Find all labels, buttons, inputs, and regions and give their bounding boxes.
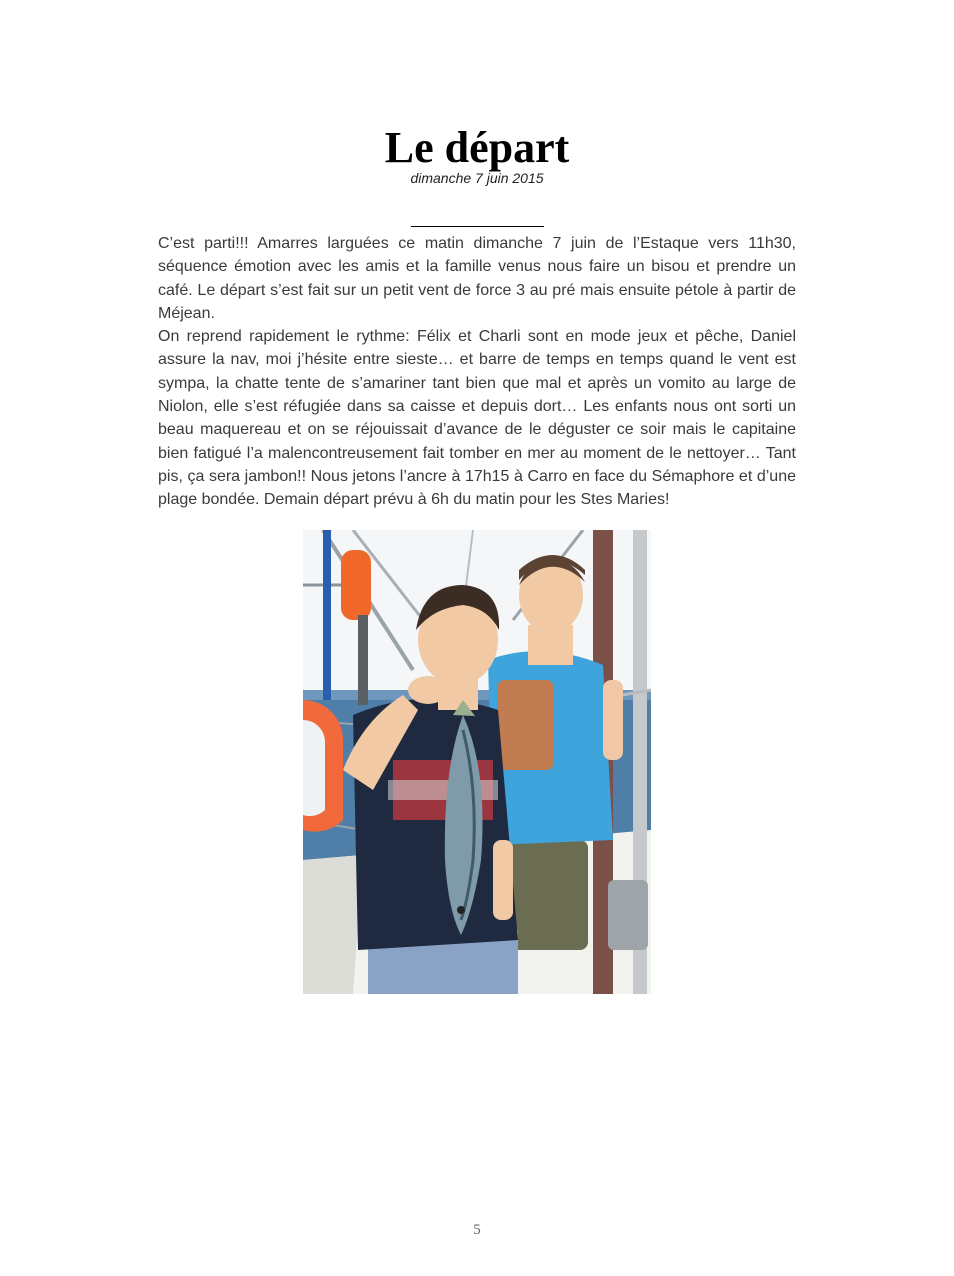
page-number: 5 [473,1222,481,1238]
page-title: Le départ [384,123,570,172]
paragraph: C’est parti!!! Amarres larguées ce matin dimanche 7 juin de l’Estaque vers 11h30, séquence émotion avec les amis et la famille venus nous faire un bisou et prendre un café. Le départ s’est fait sur un petit vent de force 3 au pré mais ensuite pétole à partir de Méjean. [158,235,796,322]
body-text [158,232,796,512]
paragraph: On reprend rapidement le rythme: Félix et Charli sont en mode jeux et pêche, Daniel assure la nav, moi j’hésite entre sieste… et barre de temps en temps quand le vent est sympa, la chatte tente de s’amariner tant bien que mal et après un vomito au large de Niolon, elle s’est réfugiée dans sa caisse et depuis dort… Les enfants nous ont sorti un beau maquereau et on se réjouissait d’avance de le déguster ce soir mais le capitaine bien fatigué l’a malencontreusement fait tomber en mer au moment de le nettoyer… Tant pis, ça sera jambon!! Nous jetons l’ancre à 17h15 à Carro en face du Sémaphore et d’une plage bondée. Demain départ prévu à 6h du matin pour les Stes Maries! [158,328,796,509]
photo-boys-with-fish [303,530,651,994]
title-divider [411,226,544,227]
page-date: dimanche 7 juin 2015 [410,170,544,186]
